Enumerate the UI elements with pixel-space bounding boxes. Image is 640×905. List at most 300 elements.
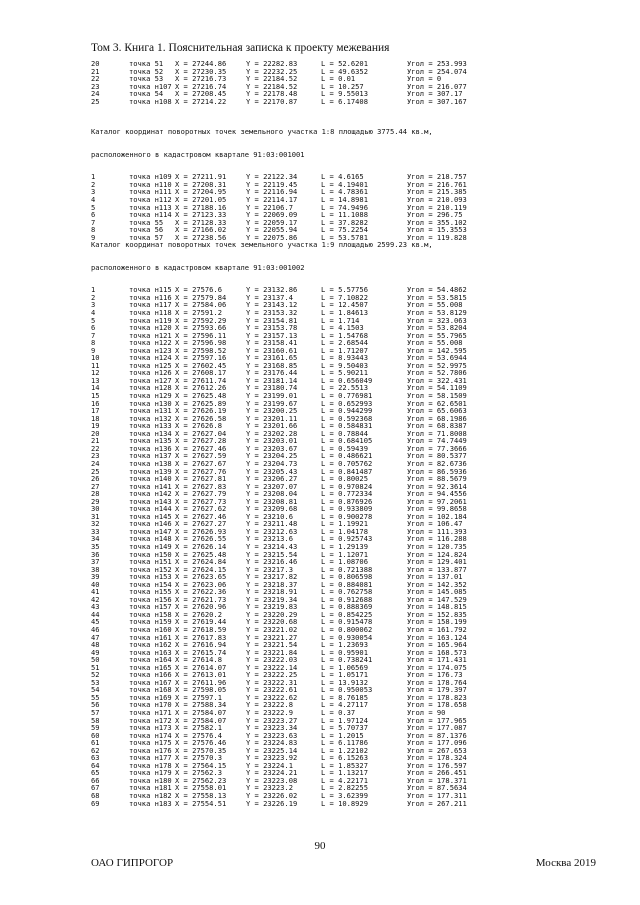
- direction-angle: Угол = 52.7806: [407, 368, 467, 378]
- direction-angle: Угол = 68.8387: [407, 421, 467, 431]
- y-coordinate: Y = 23222.14: [246, 662, 298, 672]
- direction-angle: Угол = 254.074: [407, 66, 467, 76]
- segment-length: L = 0.37: [321, 708, 356, 717]
- row-number: 23: [91, 451, 100, 461]
- x-coordinate: X = 27627.79: [175, 489, 227, 499]
- x-coordinate: X = 27611.74: [175, 375, 227, 385]
- x-coordinate: X = 27626.55: [175, 534, 227, 544]
- row-number: 46: [91, 624, 100, 634]
- y-coordinate: Y = 22170.87: [246, 96, 298, 106]
- row-number: 41: [91, 587, 100, 597]
- row-number: 30: [91, 504, 100, 514]
- row-number: 20: [91, 59, 100, 68]
- segment-length: L = 0.59439: [321, 443, 368, 453]
- segment-length: L = 4.19401: [321, 179, 368, 189]
- point-name: точка н160: [129, 624, 172, 634]
- y-coordinate: Y = 23226.02: [246, 791, 298, 801]
- x-coordinate: X = 27562.3: [175, 768, 222, 778]
- point-name: точка н124: [129, 353, 172, 363]
- direction-angle: Угол = 165.964: [407, 640, 467, 650]
- point-name: точка н173: [129, 723, 172, 733]
- direction-angle: Угол = 296.75: [407, 210, 463, 220]
- row-number: 49: [91, 647, 100, 657]
- row-number: 6: [91, 323, 96, 333]
- row-number: 5: [91, 315, 96, 325]
- y-coordinate: Y = 23223.63: [246, 730, 298, 740]
- direction-angle: Угол = 215.385: [407, 187, 467, 197]
- row-number: 3: [91, 300, 96, 310]
- row-number: 28: [91, 489, 100, 499]
- direction-angle: Угол = 179.397: [407, 685, 467, 695]
- x-coordinate: X = 27616.94: [175, 640, 227, 650]
- row-number: 25: [91, 466, 100, 476]
- segment-length: L = 4.27117: [321, 700, 368, 710]
- y-coordinate: Y = 23221.54: [246, 640, 298, 650]
- direction-angle: Угол = 267.653: [407, 745, 467, 755]
- y-coordinate: Y = 22232.25: [246, 66, 298, 76]
- point-name: точка н138: [129, 458, 172, 468]
- segment-length: L = 8.76185: [321, 692, 368, 702]
- direction-angle: Угол = 267.211: [407, 798, 467, 808]
- direction-angle: Угол = 111.393: [407, 526, 467, 536]
- row-number: 42: [91, 594, 100, 604]
- direction-angle: Угол = 119.828: [407, 232, 467, 242]
- direction-angle: Угол = 102.184: [407, 511, 467, 521]
- point-name: точка н128: [129, 383, 172, 393]
- point-name: точка н120: [129, 323, 172, 333]
- x-coordinate: X = 27596.98: [175, 338, 227, 348]
- segment-length: L = 1.714: [321, 315, 360, 325]
- row-number: 22: [91, 443, 100, 453]
- segment-length: L = 0.912688: [321, 594, 373, 604]
- direction-angle: Угол = 88.5679: [407, 474, 467, 484]
- x-coordinate: X = 27602.45: [175, 360, 227, 370]
- x-coordinate: X = 27238.56: [175, 232, 227, 242]
- x-coordinate: X = 27627.62: [175, 504, 227, 514]
- segment-length: L = 0.772334: [321, 489, 373, 499]
- y-coordinate: Y = 22055.94: [246, 225, 298, 235]
- direction-angle: Угол = 68.1986: [407, 413, 467, 423]
- coordinate-table-1-9: [91, 226, 477, 807]
- segment-length: L = 0.705762: [321, 458, 373, 468]
- x-coordinate: X = 27614.8: [175, 655, 222, 665]
- x-coordinate: X = 27208.31: [175, 179, 227, 189]
- y-coordinate: Y = 22114.17: [246, 195, 298, 205]
- y-coordinate: Y = 23161.65: [246, 353, 298, 363]
- coordinate-table-continued: [91, 60, 477, 105]
- point-name: точка н109: [129, 172, 172, 182]
- y-coordinate: Y = 23180.74: [246, 383, 298, 393]
- x-coordinate: X = 27619.44: [175, 617, 227, 627]
- segment-length: L = 52.6201: [321, 59, 368, 68]
- direction-angle: Угол = 168.573: [407, 647, 467, 657]
- x-coordinate: X = 27576.6: [175, 285, 222, 295]
- x-coordinate: X = 27582.1: [175, 723, 222, 733]
- row-number: 2: [91, 292, 96, 302]
- direction-angle: Угол = 55.7965: [407, 330, 467, 340]
- segment-length: L = 0.888369: [321, 602, 373, 612]
- point-name: точка н117: [129, 300, 172, 310]
- direction-angle: Угол = 116.288: [407, 534, 467, 544]
- point-name: точка 56: [129, 225, 164, 235]
- direction-angle: Угол = 53.8129: [407, 308, 467, 318]
- segment-length: L = 6.17408: [321, 96, 368, 106]
- direction-angle: Угол = 87.1376: [407, 730, 467, 740]
- y-coordinate: Y = 22075.86: [246, 232, 298, 242]
- point-name: точка н137: [129, 451, 172, 461]
- point-name: точка н155: [129, 587, 172, 597]
- x-coordinate: X = 27597.1: [175, 692, 222, 702]
- direction-angle: Угол = 307.167: [407, 96, 467, 106]
- segment-length: L = 0.841487: [321, 466, 373, 476]
- y-coordinate: Y = 23222.31: [246, 677, 298, 687]
- point-name: точка н168: [129, 685, 172, 695]
- direction-angle: Угол = 137.01: [407, 572, 463, 582]
- x-coordinate: X = 27230.35: [175, 66, 227, 76]
- y-coordinate: Y = 23132.86: [246, 285, 298, 295]
- direction-angle: Угол = 171.431: [407, 655, 467, 665]
- segment-length: L = 0.656049: [321, 375, 373, 385]
- y-coordinate: Y = 23209.68: [246, 504, 298, 514]
- y-coordinate: Y = 23204.73: [246, 458, 298, 468]
- direction-angle: Угол = 54.4862: [407, 285, 467, 295]
- point-name: точка н132: [129, 413, 172, 423]
- page-number: 90: [314, 840, 326, 852]
- segment-length: L = 1.97124: [321, 715, 368, 725]
- point-name: точка н118: [129, 308, 172, 318]
- x-coordinate: X = 27562.23: [175, 775, 227, 785]
- row-number: 1: [91, 285, 96, 295]
- x-coordinate: X = 27625.89: [175, 398, 227, 408]
- direction-angle: Угол = 178.324: [407, 753, 467, 763]
- direction-angle: Угол = 53.5815: [407, 292, 467, 302]
- row-number: 1: [91, 172, 96, 182]
- point-name: точка н153: [129, 572, 172, 582]
- point-name: точка н159: [129, 617, 172, 627]
- y-coordinate: Y = 22184.52: [246, 74, 298, 84]
- point-name: точка н175: [129, 738, 172, 748]
- point-name: точка н150: [129, 549, 172, 559]
- direction-angle: Угол = 355.102: [407, 217, 467, 227]
- point-name: точка н154: [129, 579, 172, 589]
- direction-angle: Угол = 74.7449: [407, 436, 467, 446]
- row-number: 63: [91, 753, 100, 763]
- direction-angle: Угол = 177.096: [407, 738, 467, 748]
- segment-length: L = 0.854225: [321, 609, 373, 619]
- x-coordinate: X = 27615.74: [175, 647, 227, 657]
- point-name: точка н176: [129, 745, 172, 755]
- row-number: 9: [91, 345, 96, 355]
- row-number: 35: [91, 541, 100, 551]
- x-coordinate: X = 27584.07: [175, 708, 227, 717]
- x-coordinate: X = 27620.2: [175, 609, 222, 619]
- y-coordinate: Y = 23216.46: [246, 557, 298, 567]
- segment-length: L = 53.5781: [321, 232, 368, 242]
- point-name: точка н166: [129, 670, 172, 680]
- point-name: точка н112: [129, 195, 172, 205]
- direction-angle: Угол = 323.063: [407, 315, 467, 325]
- x-coordinate: X = 27216.74: [175, 81, 227, 91]
- row-number: 11: [91, 360, 100, 370]
- segment-length: L = 0.592368: [321, 413, 373, 423]
- point-name: точка н116: [129, 292, 172, 302]
- point-name: точка н134: [129, 428, 172, 438]
- row-number: 53: [91, 677, 100, 687]
- point-name: точка н181: [129, 783, 172, 793]
- x-coordinate: X = 27570.35: [175, 745, 227, 755]
- x-coordinate: X = 27627.28: [175, 436, 227, 446]
- row-number: 27: [91, 481, 100, 491]
- x-coordinate: X = 27576.4: [175, 730, 222, 740]
- direction-angle: Угол = 147.529: [407, 594, 467, 604]
- y-coordinate: Y = 23153.78: [246, 323, 298, 333]
- direction-angle: Угол = 145.085: [407, 587, 467, 597]
- row-number: 4: [91, 308, 96, 318]
- y-coordinate: Y = 23223.34: [246, 723, 298, 733]
- segment-length: L = 1.84613: [321, 308, 368, 318]
- x-coordinate: X = 27608.17: [175, 368, 227, 378]
- y-coordinate: Y = 23217.3: [246, 564, 293, 574]
- x-coordinate: X = 27613.01: [175, 670, 227, 680]
- row-number: 56: [91, 700, 100, 710]
- row-number: 65: [91, 768, 100, 778]
- point-name: точка н147: [129, 526, 172, 536]
- y-coordinate: Y = 23176.44: [246, 368, 298, 378]
- row-number: 12: [91, 368, 100, 378]
- x-coordinate: X = 27598.52: [175, 345, 227, 355]
- direction-angle: Угол = 158.199: [407, 617, 467, 627]
- segment-length: L = 1.06569: [321, 662, 368, 672]
- x-coordinate: X = 27188.16: [175, 202, 227, 212]
- segment-length: L = 3.62399: [321, 791, 368, 801]
- row-number: 25: [91, 96, 100, 106]
- segment-length: L = 12.4507: [321, 300, 368, 310]
- y-coordinate: Y = 22184.52: [246, 81, 298, 91]
- point-name: точка н140: [129, 474, 172, 484]
- x-coordinate: X = 27244.86: [175, 59, 227, 68]
- y-coordinate: Y = 23222.25: [246, 670, 298, 680]
- row-number: 40: [91, 579, 100, 589]
- y-coordinate: Y = 23143.12: [246, 300, 298, 310]
- segment-length: L = 0.950053: [321, 685, 373, 695]
- point-name: точка н182: [129, 791, 172, 801]
- row-number: 21: [91, 436, 100, 446]
- point-name: точка н113: [129, 202, 172, 212]
- segment-length: L = 0.806598: [321, 572, 373, 582]
- segment-length: L = 49.6352: [321, 66, 368, 76]
- segment-length: L = 10.257: [321, 81, 364, 91]
- segment-length: L = 4.1503: [321, 323, 364, 333]
- direction-angle: Угол = 142.352: [407, 579, 467, 589]
- point-name: точка 53: [129, 74, 164, 84]
- x-coordinate: X = 27591.2: [175, 308, 222, 318]
- row-number: 51: [91, 662, 100, 672]
- point-name: точка н141: [129, 481, 172, 491]
- segment-length: L = 5.57756: [321, 285, 368, 295]
- segment-length: L = 0.970824: [321, 481, 373, 491]
- y-coordinate: Y = 23137.4: [246, 292, 293, 302]
- row-number: 68: [91, 791, 100, 801]
- point-name: точка н157: [129, 602, 172, 612]
- segment-length: L = 0.944299: [321, 406, 373, 416]
- segment-length: L = 0.915478: [321, 617, 373, 627]
- segment-length: L = 1.2015: [321, 730, 364, 740]
- segment-length: L = 0.738241: [321, 655, 373, 665]
- point-name: точка н131: [129, 406, 172, 416]
- point-name: точка н121: [129, 330, 172, 340]
- y-coordinate: Y = 23201.11: [246, 413, 298, 423]
- row-number: 7: [91, 217, 96, 227]
- y-coordinate: Y = 22122.34: [246, 172, 298, 182]
- point-name: точка н122: [129, 338, 172, 348]
- row-number: 34: [91, 534, 100, 544]
- y-coordinate: Y = 23205.43: [246, 466, 298, 476]
- x-coordinate: X = 27626.93: [175, 526, 227, 536]
- y-coordinate: Y = 23222.62: [246, 692, 298, 702]
- x-coordinate: X = 27576.46: [175, 738, 227, 748]
- y-coordinate: Y = 23219.83: [246, 602, 298, 612]
- segment-length: L = 0.01: [321, 74, 356, 84]
- row-number: 7: [91, 330, 96, 340]
- direction-angle: Угол = 120.735: [407, 541, 467, 551]
- point-name: точка н164: [129, 655, 172, 665]
- direction-angle: Угол = 99.8658: [407, 504, 467, 514]
- direction-angle: Угол = 97.2061: [407, 496, 467, 506]
- row-number: 3: [91, 187, 96, 197]
- direction-angle: Угол = 71.8008: [407, 428, 467, 438]
- segment-length: L = 0.584831: [321, 421, 373, 431]
- y-coordinate: Y = 23208.04: [246, 489, 298, 499]
- point-name: точка н156: [129, 594, 172, 604]
- x-coordinate: X = 27592.29: [175, 315, 227, 325]
- y-coordinate: Y = 23203.01: [246, 436, 298, 446]
- point-name: точка н169: [129, 692, 172, 702]
- y-coordinate: Y = 22116.94: [246, 187, 298, 197]
- segment-length: L = 4.22171: [321, 775, 368, 785]
- row-number: 44: [91, 609, 100, 619]
- segment-length: L = 0.80025: [321, 474, 368, 484]
- y-coordinate: Y = 23215.54: [246, 549, 298, 559]
- direction-angle: Угол = 133.877: [407, 564, 467, 574]
- segment-length: L = 1.19921: [321, 519, 368, 529]
- point-name: точка н167: [129, 677, 172, 687]
- row-number: 23: [91, 81, 100, 91]
- segment-length: L = 0.652993: [321, 398, 373, 408]
- x-coordinate: X = 27611.96: [175, 677, 227, 687]
- footer-organization: ОАО ГИПРОГОР: [91, 857, 174, 869]
- x-coordinate: X = 27204.95: [175, 187, 227, 197]
- segment-length: L = 6.11786: [321, 738, 368, 748]
- row-number: 4: [91, 195, 96, 205]
- segment-length: L = 0.721388: [321, 564, 373, 574]
- direction-angle: Угол = 54.1109: [407, 383, 467, 393]
- x-coordinate: X = 27627.67: [175, 458, 227, 468]
- point-name: точка н151: [129, 557, 172, 567]
- x-coordinate: X = 27623.06: [175, 579, 227, 589]
- segment-length: L = 1.85327: [321, 760, 368, 770]
- row-number: 37: [91, 557, 100, 567]
- footer-city-year: Москва 2019: [535, 857, 596, 869]
- x-coordinate: X = 27612.26: [175, 383, 227, 393]
- row-number: 13: [91, 375, 100, 385]
- row-number: 57: [91, 708, 100, 717]
- y-coordinate: Y = 23202.28: [246, 428, 298, 438]
- direction-angle: Угол = 178.371: [407, 775, 467, 785]
- point-name: точка н178: [129, 760, 172, 770]
- segment-length: L = 1.22102: [321, 745, 368, 755]
- document-header-title: Том 3. Книга 1. Пояснительная записка к проекту межевания: [91, 42, 390, 54]
- direction-angle: Угол = 124.824: [407, 549, 467, 559]
- y-coordinate: Y = 22178.48: [246, 89, 298, 99]
- x-coordinate: X = 27624.84: [175, 557, 227, 567]
- x-coordinate: X = 27623.65: [175, 572, 227, 582]
- direction-angle: Угол = 152.835: [407, 609, 467, 619]
- y-coordinate: Y = 23199.67: [246, 398, 298, 408]
- y-coordinate: Y = 23218.37: [246, 579, 298, 589]
- x-coordinate: X = 27558.01: [175, 783, 227, 793]
- row-number: 26: [91, 474, 100, 484]
- segment-length: L = 1.04178: [321, 526, 368, 536]
- segment-length: L = 14.8981: [321, 195, 368, 205]
- direction-angle: Угол = 216.761: [407, 179, 467, 189]
- row-number: 24: [91, 458, 100, 468]
- row-number: 16: [91, 398, 100, 408]
- point-name: точка н152: [129, 564, 172, 574]
- y-coordinate: Y = 22282.83: [246, 59, 298, 68]
- row-number: 69: [91, 798, 100, 808]
- y-coordinate: Y = 23222.03: [246, 655, 298, 665]
- direction-angle: Угол = 92.3614: [407, 481, 467, 491]
- point-name: точка н108: [129, 96, 172, 106]
- y-coordinate: Y = 23222.8: [246, 700, 293, 710]
- segment-length: L = 0.486621: [321, 451, 373, 461]
- direction-angle: Угол = 163.124: [407, 632, 467, 642]
- point-name: точка н145: [129, 511, 172, 521]
- row-number: 60: [91, 730, 100, 740]
- segment-length: L = 5.70737: [321, 723, 368, 733]
- direction-angle: Угол = 174.075: [407, 662, 467, 672]
- y-coordinate: Y = 23206.27: [246, 474, 298, 484]
- segment-length: L = 0.95901: [321, 647, 368, 657]
- segment-length: L = 0.900278: [321, 511, 373, 521]
- segment-length: L = 8.93443: [321, 353, 368, 363]
- row-number: 20: [91, 428, 100, 438]
- direction-angle: Угол = 218.757: [407, 172, 467, 182]
- direction-angle: Угол = 210.119: [407, 202, 467, 212]
- row-number: 62: [91, 745, 100, 755]
- segment-length: L = 0.876926: [321, 496, 373, 506]
- point-name: точка н171: [129, 708, 172, 717]
- row-number: 17: [91, 406, 100, 416]
- y-coordinate: Y = 23204.25: [246, 451, 298, 461]
- row-number: 50: [91, 655, 100, 665]
- y-coordinate: Y = 23222.9: [246, 708, 293, 717]
- row-number: 9: [91, 232, 96, 242]
- segment-length: L = 37.8282: [321, 217, 368, 227]
- point-name: точка н180: [129, 775, 172, 785]
- x-coordinate: X = 27211.91: [175, 172, 227, 182]
- segment-length: L = 74.9496: [321, 202, 368, 212]
- row-number: 8: [91, 338, 96, 348]
- x-coordinate: X = 27564.15: [175, 760, 227, 770]
- segment-length: L = 4.6165: [321, 172, 364, 182]
- direction-angle: Угол = 62.6501: [407, 398, 467, 408]
- x-coordinate: X = 27622.36: [175, 587, 227, 597]
- direction-angle: Угол = 65.6063: [407, 406, 467, 416]
- direction-angle: Угол = 307.17: [407, 89, 463, 99]
- point-name: точка н183: [129, 798, 172, 808]
- point-name: точка н126: [129, 368, 172, 378]
